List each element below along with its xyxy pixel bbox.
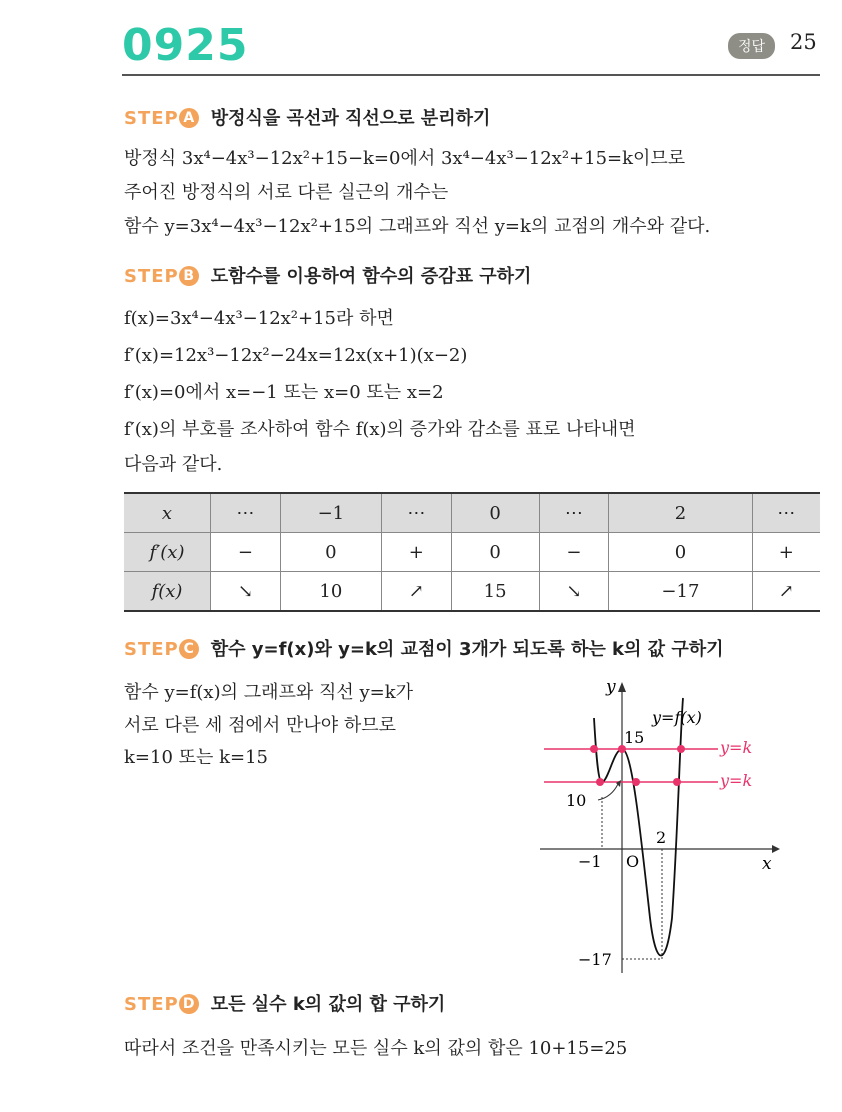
step-title: 함수 y=f(x)와 y=k의 교점이 3개가 되도록 하는 k의 값 구하기 [210,639,724,660]
table-cell: + [381,533,451,572]
step-d-heading [124,990,445,1016]
table-cell: x [124,493,211,533]
origin-label: O [626,852,640,871]
table-cell: ⋯ [211,493,281,533]
table-cell: ⋯ [381,493,451,533]
label-neg17: −17 [578,950,612,969]
step-a-heading [124,104,490,130]
table-cell: f′(x) [124,533,211,572]
step-a-line-3: 함수 y=3x⁴−4x³−12x²+15의 그래프와 직선 y=k의 교점의 개수와 같다. [124,216,711,237]
table-cell: 0 [451,493,539,533]
step-title: 모든 실수 k의 값의 합 구하기 [210,994,446,1015]
table-cell: ⋯ [539,493,609,533]
step-title: 도함수를 이용하여 함수의 증감표 구하기 [210,266,532,287]
step-letter-badge: D [179,994,199,1014]
step-c-line-1: 함수 y=f(x)의 그래프와 직선 y=k가 [124,682,414,703]
table-row [124,533,820,572]
step-word: STEP [124,994,179,1015]
step-b-heading [124,262,531,288]
line-label-top: y=k [720,738,753,757]
step-letter-badge: C [179,639,199,659]
x-axis-arrow-icon [772,845,780,853]
table-row [124,493,820,533]
table-cell: ↗ [752,572,820,612]
label-10: 10 [566,791,587,810]
table-cell: + [752,533,820,572]
intersection-point [590,745,598,753]
step-b-line-4: f′(x)의 부호를 조사하여 함수 f(x)의 증가와 감소를 표로 나타내면 [124,419,636,440]
step-c-line-2: 서로 다른 세 점에서 만나야 하므로 [124,715,397,736]
intersection-point [673,778,681,786]
step-title: 방정식을 곡선과 직선으로 분리하기 [210,108,491,129]
step-c-heading [124,635,724,661]
step-word: STEP [124,108,179,129]
table-cell: 2 [609,493,752,533]
table-cell: −17 [609,572,752,612]
table-cell: 10 [280,572,381,612]
y-axis-arrow-icon [618,682,626,692]
table-cell: −1 [280,493,381,533]
step-letter-badge: A [179,108,199,128]
table-cell: − [211,533,281,572]
label-15: 15 [624,728,645,747]
step-b-line-1: f(x)=3x⁴−4x³−12x²+15라 하면 [124,308,394,329]
table-cell: ↘ [211,572,281,612]
intersection-point [677,745,685,753]
step-d-line-1: 따라서 조건을 만족시키는 모든 실수 k의 값의 합은 10+15=25 [124,1038,628,1059]
intersection-point [632,778,640,786]
step-word: STEP [124,266,179,287]
answer-badge: 정답 [728,33,775,59]
table-cell: ↘ [539,572,609,612]
header-divider [122,74,820,76]
table-cell: 0 [280,533,381,572]
table-cell: 0 [609,533,752,572]
table-cell: 15 [451,572,539,612]
intersection-point [596,778,604,786]
table-cell: − [539,533,609,572]
label-2: 2 [656,828,667,847]
table-cell: 0 [451,533,539,572]
curve-label: y=f(x) [652,708,702,727]
x-axis-label: x [762,854,772,874]
problem-number: 0925 [122,20,249,71]
increase-decrease-table [124,492,820,612]
answer-value: 25 [790,30,817,54]
step-c-line-3: k=10 또는 k=15 [124,747,269,768]
label-neg1: −1 [578,852,602,871]
step-word: STEP [124,639,179,660]
step-b-line-3: f′(x)=0에서 x=−1 또는 x=0 또는 x=2 [124,382,444,403]
y-axis-label: y [606,678,616,697]
function-graph [540,678,780,978]
table-cell: ↗ [381,572,451,612]
table-cell: ⋯ [752,493,820,533]
table-row [124,572,820,612]
step-b-line-5: 다음과 같다. [124,454,223,475]
table-cell: f(x) [124,572,211,612]
step-a-line-1: 방정식 3x⁴−4x³−12x²+15−k=0에서 3x⁴−4x³−12x²+15=k이므로 [124,148,686,169]
line-label-bottom: y=k [720,771,753,790]
pointer-arrow [598,784,618,800]
step-b-line-2: f′(x)=12x³−12x²−24x=12x(x+1)(x−2) [124,345,468,366]
step-letter-badge: B [179,266,199,286]
step-a-line-2: 주어진 방정식의 서로 다른 실근의 개수는 [124,182,449,203]
